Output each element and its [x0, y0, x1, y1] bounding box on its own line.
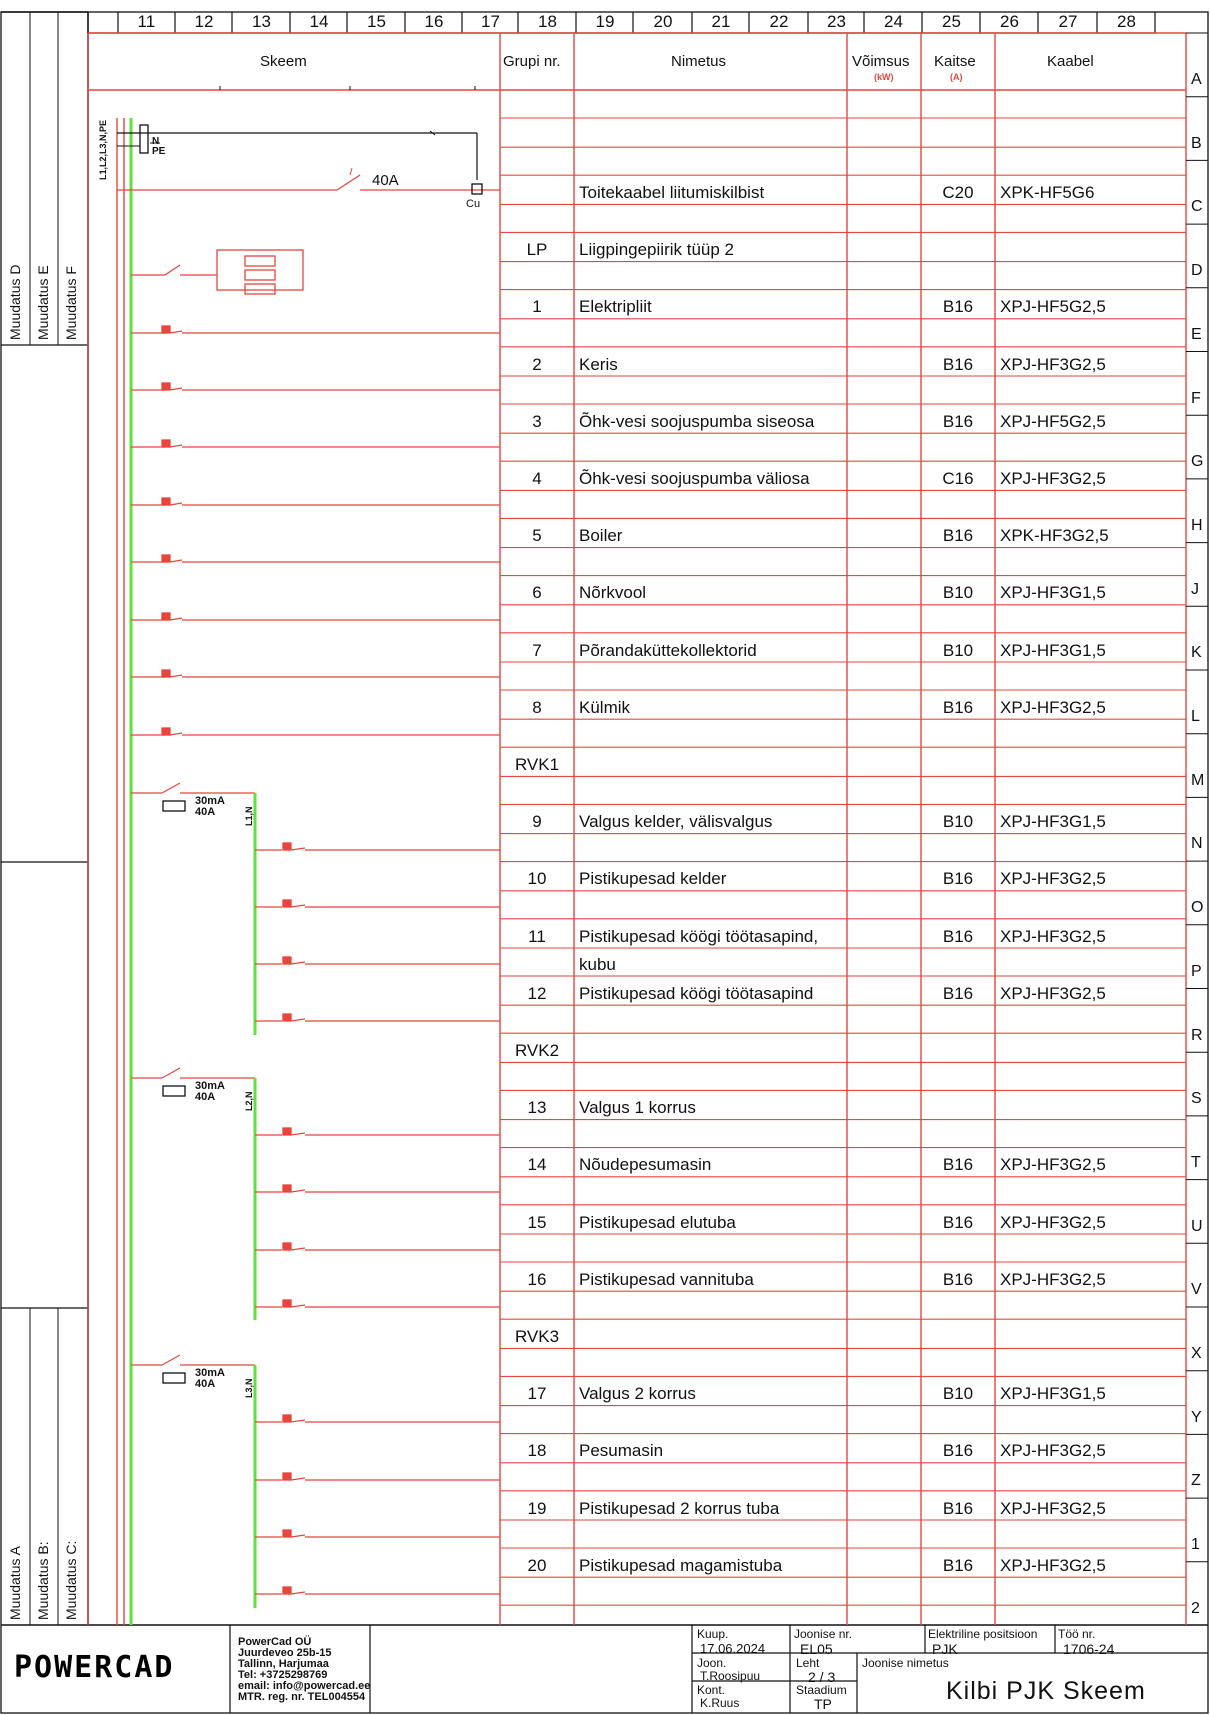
protection-rating: B10: [942, 1384, 974, 1404]
protection-rating: B10: [942, 583, 974, 603]
header-grupi: Grupi nr.: [503, 53, 561, 70]
rcd-rating-label: [195, 796, 225, 818]
protection-rating: B16: [942, 983, 974, 1003]
group-number: 10: [527, 869, 547, 889]
revision-c: Muudatus C:: [63, 1540, 79, 1620]
group-name: Pistikupesad elutuba: [579, 1212, 736, 1232]
rcd-rating: 40A: [195, 1378, 216, 1390]
revision-a: Muudatus A: [7, 1546, 23, 1620]
group-name: Valgus 1 korrus: [579, 1098, 696, 1118]
group-number: 3: [532, 411, 542, 431]
group-name: Pistikupesad magamistuba: [579, 1555, 783, 1575]
group-number: 5: [532, 526, 542, 546]
company-info: [238, 1637, 370, 1703]
group-number: 9: [532, 812, 542, 832]
company-line: Juurdeveo 25b-15: [238, 1647, 332, 1659]
header-kaabel: Kaabel: [1047, 53, 1094, 70]
header-skeem: Skeem: [260, 53, 307, 70]
cable-type: XPJ-HF3G2,5: [1000, 983, 1106, 1003]
column-number: 14: [309, 12, 329, 31]
cable-type: XPJ-HF3G1,5: [1000, 640, 1106, 660]
group-number: LP: [526, 240, 548, 260]
header-voimsus-unit: (kW): [874, 72, 894, 82]
group-name: Külmik: [579, 697, 631, 717]
group-name: Õhk-vesi soojuspumba siseosa: [579, 411, 815, 431]
positsioon-label: Elektriline positsioon: [928, 1627, 1038, 1641]
group-number: 17: [527, 1384, 547, 1404]
cable-type: XPJ-HF3G2,5: [1000, 1155, 1106, 1175]
group-name: Pesumasin: [579, 1441, 664, 1461]
nimetus-label: Joonise nimetus: [862, 1656, 949, 1670]
rcd-phase-label: L1,N: [244, 806, 254, 826]
revision-b: Muudatus B:: [35, 1541, 51, 1620]
row-letter: N: [1191, 835, 1203, 853]
header-nimetus: Nimetus: [671, 53, 727, 70]
protection-rating: B16: [942, 1498, 974, 1518]
group-number: 15: [527, 1212, 547, 1232]
cable-type: XPJ-HF3G2,5: [1000, 354, 1106, 374]
group-name: Valgus kelder, välisvalgus: [579, 812, 773, 832]
column-number: 17: [481, 12, 500, 31]
protection-rating: C20: [942, 183, 974, 202]
cable-type: XPJ-HF3G2,5: [1000, 1498, 1106, 1518]
cable-type: XPJ-HF3G1,5: [1000, 583, 1106, 603]
bus-label: L1,L2,L3,N,PE: [98, 119, 108, 180]
protection-rating: C16: [942, 469, 974, 488]
company-line: Tallinn, Harjumaa: [238, 1658, 329, 1670]
column-number: 16: [424, 12, 444, 31]
row-letter: B: [1191, 134, 1202, 152]
column-number: 12: [194, 12, 214, 31]
row-letter: Z: [1191, 1472, 1201, 1490]
group-name: Õhk-vesi soojuspumba väliosa: [579, 469, 810, 488]
cable-type: XPJ-HF5G2,5: [1000, 297, 1106, 317]
rcd-symbol: [163, 1086, 185, 1096]
protection-rating: B16: [942, 411, 974, 431]
row-letter: L: [1191, 708, 1200, 725]
row-letter: F: [1191, 389, 1201, 407]
header-voimsus: Võimsus: [852, 53, 910, 70]
protection-rating: B16: [942, 1212, 974, 1232]
row-letter: V: [1191, 1281, 1202, 1299]
cable-type: XPJ-HF3G2,5: [1000, 469, 1106, 488]
group-number: 2: [532, 354, 542, 374]
group-name: Pistikupesad 2 korrus tuba: [579, 1498, 780, 1518]
cable-type: XPJ-HF3G2,5: [1000, 1269, 1106, 1289]
joon-value: T.Roosipuu: [700, 1669, 761, 1683]
column-number: 11: [137, 12, 156, 31]
group-number: 6: [532, 583, 542, 603]
group-number: 12: [527, 983, 547, 1003]
column-number: 13: [252, 12, 271, 31]
group-number: RVK3: [514, 1327, 560, 1346]
group-name: Pistikupesad köögi töötasapind,: [579, 926, 819, 946]
rcd-sensitivity: 30mA: [195, 795, 225, 807]
row-letter: G: [1191, 453, 1204, 471]
row-letter: 2: [1191, 1599, 1200, 1617]
group-number: 19: [527, 1498, 547, 1518]
joonise-nr-label: Joonise nr.: [794, 1627, 853, 1641]
too-nr-value: 1706-24: [1063, 1641, 1115, 1657]
group-number: 8: [532, 697, 542, 717]
protection-rating: B16: [942, 926, 974, 946]
protection-rating: B16: [942, 1155, 974, 1175]
joon-label: Joon.: [697, 1656, 727, 1670]
rcd-rating: 40A: [195, 1091, 216, 1103]
row-letter: J: [1191, 580, 1199, 598]
protection-rating: B16: [942, 297, 974, 317]
cable-type: XPJ-HF3G1,5: [1000, 812, 1106, 832]
cable-type: XPJ-HF3G2,5: [1000, 1555, 1106, 1575]
group-number: 13: [527, 1098, 547, 1118]
group-name-line2: kubu: [579, 954, 616, 974]
protection-rating: B10: [942, 812, 974, 832]
rcd-phase-label: L3,N: [244, 1378, 254, 1398]
row-letter: D: [1191, 262, 1203, 280]
protection-rating: B16: [942, 697, 974, 717]
row-letter: K: [1191, 644, 1202, 662]
row-letter: P: [1191, 962, 1202, 980]
cable-type: XPK-HF3G2,5: [1000, 526, 1109, 546]
leht-label: Leht: [796, 1656, 820, 1670]
cable-type: XPJ-HF3G2,5: [1000, 926, 1106, 946]
group-number: 11: [528, 926, 546, 946]
staadium-label: Staadium: [796, 1683, 847, 1697]
rcd-rating-label: [195, 1081, 225, 1103]
column-number: 18: [538, 12, 557, 31]
joonise-nr-value: EL05: [800, 1641, 833, 1657]
group-number: 1: [532, 297, 542, 317]
row-letter: A: [1191, 71, 1202, 88]
rcd-phase-label: L2,N: [244, 1091, 254, 1111]
group-number: 16: [527, 1269, 547, 1289]
row-letter: H: [1191, 516, 1203, 534]
protection-rating: B16: [942, 869, 974, 889]
company-line: MTR. reg. nr. TEL004554: [238, 1691, 366, 1703]
rcd-sensitivity: 30mA: [195, 1367, 225, 1379]
column-number: 25: [942, 12, 961, 31]
group-name: Pistikupesad köögi töötasapind: [579, 983, 814, 1003]
group-number: 14: [527, 1155, 547, 1175]
pe-label: PE: [152, 146, 166, 157]
staadium-value: TP: [814, 1696, 832, 1712]
column-number: 23: [827, 12, 846, 31]
protection-rating: B16: [942, 1441, 974, 1461]
drawing-title: Kilbi PJK Skeem: [946, 1677, 1146, 1705]
kuup-label: Kuup.: [697, 1627, 729, 1641]
header-kaitse: Kaitse: [934, 53, 976, 70]
row-letter: X: [1191, 1345, 1202, 1362]
row-letter: S: [1191, 1090, 1202, 1108]
column-number: 19: [595, 12, 615, 31]
row-letter: M: [1191, 771, 1205, 789]
column-number: 20: [653, 12, 673, 31]
column-number: 15: [367, 12, 386, 31]
positsioon-value: PJK: [932, 1641, 958, 1657]
column-number: 26: [1000, 12, 1019, 31]
rcd-sensitivity: 30mA: [195, 1080, 225, 1092]
main-breaker-rating: 40A: [372, 172, 399, 189]
row-letter: U: [1191, 1217, 1203, 1235]
column-number: 21: [711, 12, 731, 31]
row-letter: T: [1191, 1153, 1201, 1171]
cable-type: XPK-HF5G6: [1000, 183, 1095, 202]
cable-type: XPJ-HF5G2,5: [1000, 411, 1106, 431]
rcd-rating: 40A: [195, 806, 216, 818]
main-breaker-switch: [337, 175, 360, 190]
column-number: 27: [1058, 12, 1078, 31]
group-name: Elektripliit: [579, 297, 652, 317]
group-number: 20: [527, 1555, 547, 1575]
revision-e: Muudatus E: [35, 265, 51, 340]
terminal-block: [140, 125, 148, 153]
group-name: Nõudepesumasin: [579, 1155, 712, 1175]
row-letter: O: [1191, 899, 1204, 917]
group-number: RVK1: [514, 755, 560, 774]
cu-label: Cu: [466, 198, 481, 210]
row-letter: C: [1191, 198, 1203, 216]
cable-type: XPJ-HF3G2,5: [1000, 1212, 1106, 1232]
cable-type: XPJ-HF3G1,5: [1000, 1384, 1106, 1404]
row-letter: Y: [1191, 1408, 1202, 1426]
too-nr-label: Töö nr.: [1058, 1627, 1096, 1641]
revision-d: Muudatus D: [7, 264, 23, 340]
kuup-value: 17.06.2024: [700, 1641, 766, 1656]
protection-rating: B10: [942, 640, 974, 660]
group-number: 7: [532, 640, 542, 660]
group-name: Valgus 2 korrus: [579, 1384, 696, 1404]
rcd-symbol: [163, 801, 185, 811]
cable-type: XPJ-HF3G2,5: [1000, 869, 1106, 889]
company-line: Tel: +3725298769: [238, 1669, 328, 1681]
protection-rating: B16: [942, 1269, 974, 1289]
header-kaitse-unit: (A): [950, 72, 963, 82]
group-name: Liigpingepiirik tüüp 2: [579, 240, 734, 260]
cable-type: XPJ-HF3G2,5: [1000, 1441, 1106, 1461]
group-name: Boiler: [579, 526, 623, 546]
rcd-symbol: [163, 1373, 185, 1383]
group-name: Pistikupesad vannituba: [579, 1269, 754, 1289]
column-number: 24: [884, 12, 903, 31]
kont-value: K.Ruus: [700, 1696, 740, 1710]
powercad-logo: POWERCAD: [14, 1650, 175, 1685]
row-letter: E: [1191, 325, 1202, 343]
row-letter: R: [1191, 1026, 1203, 1044]
leht-value: 2 / 3: [808, 1669, 836, 1685]
protection-rating: B16: [942, 1555, 974, 1575]
protection-rating: B16: [942, 354, 974, 374]
group-number: RVK2: [514, 1041, 560, 1060]
column-number: 22: [769, 12, 789, 31]
group-name: Põrandaküttekollektorid: [579, 640, 757, 660]
group-name: Nõrkvool: [579, 583, 647, 603]
revision-f: Muudatus F: [63, 266, 79, 340]
company-line: email: info@powercad.ee: [238, 1680, 371, 1692]
company-line: PowerCad OÜ: [238, 1636, 312, 1648]
row-letter: 1: [1191, 1536, 1200, 1554]
cable-type: XPJ-HF3G2,5: [1000, 697, 1106, 717]
kont-label: Kont.: [697, 1683, 726, 1697]
group-name: Toitekaabel liitumiskilbist: [579, 183, 765, 202]
column-number: 28: [1117, 12, 1136, 31]
group-number: 4: [532, 469, 542, 488]
rcd-rating-label: [195, 1368, 225, 1390]
protection-rating: B16: [942, 526, 974, 546]
cu-terminal: [472, 184, 482, 194]
group-number: 18: [527, 1441, 547, 1461]
n-label: N: [152, 136, 160, 147]
group-name: Keris: [579, 354, 618, 374]
group-name: Pistikupesad kelder: [579, 869, 727, 889]
